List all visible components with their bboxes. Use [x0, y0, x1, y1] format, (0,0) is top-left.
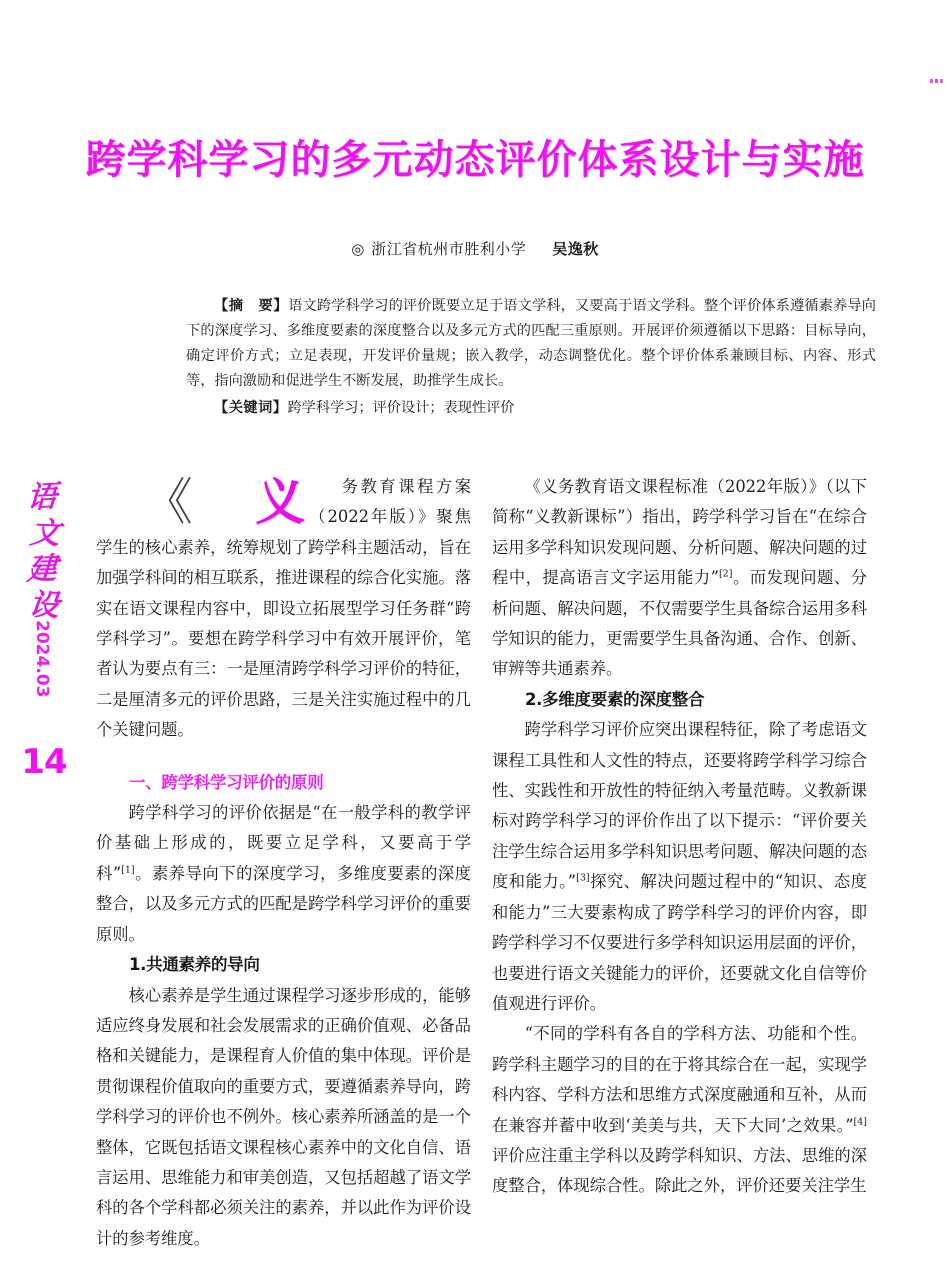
section-heading-principles: 一、跨学科学习评价的原则	[129, 772, 324, 792]
opening-paragraph	[96, 472, 471, 746]
reference-marker-1: [1]	[121, 864, 135, 876]
abstract-label: 【摘 要】	[214, 298, 289, 314]
brand-char-2: 文	[28, 515, 62, 552]
reference-marker-3: [3]	[576, 872, 590, 884]
reference-marker-2: [2]	[718, 568, 733, 580]
bullet-circle-icon: ◎	[351, 240, 365, 258]
subsection-heading-multidimensional: 2.多维度要素的深度整合	[525, 689, 705, 709]
brand-char-3: 建	[25, 551, 59, 588]
keywords-text: 跨学科学习；评价设计；表现性评价	[287, 400, 515, 416]
abstract-block	[186, 294, 876, 421]
page-number: 14	[21, 742, 67, 782]
body-column-left	[96, 472, 471, 1254]
subsection-heading-common-literacy: 1.共通素养的导向	[129, 955, 260, 975]
body-column-right	[492, 472, 867, 1202]
paragraph-principles	[96, 798, 471, 950]
paragraph-principles-head: 跨学科学习的评价依据是“在一般学科的教学评价基础上形成的，既要立足学科，又要高于学科”	[96, 803, 471, 883]
abstract-text: 语文跨学科学习的评价既要立足于语文学科，又要高于语文学科。整个评价体系遵循素养导向下的深度学习、多维度要素的深度整合以及多元方式的匹配三重原则。开展评价须遵循以下思路：目标导向，确定评价方式；立足表现，开发评价量规；嵌入教学，动态调整优化。整个评价体系兼顾目标、内容、形式等，指向激励和促进学生不断发展，助推学生成长。	[186, 298, 876, 389]
issue-date: 2024.03	[32, 620, 52, 698]
paragraph-standard-tail: 。而发现问题、分析问题、解决问题，不仅需要学生具备综合运用多科学知识的能力，更需要学生具备沟通、合作、创新、审辨等共通素养。	[492, 568, 867, 679]
journal-brand-vertical	[20, 480, 64, 624]
abstract-paragraph	[186, 294, 876, 394]
paragraph-integration	[492, 715, 867, 1019]
keywords-label: 【关键词】	[214, 400, 288, 416]
brand-char-1: 语	[26, 479, 58, 516]
paragraph-integration-head: 跨学科学习评价应突出课程特征，除了考虑语文课程工具性和人文性的特点，还要将跨学科学习综合性、实践性和开放性的特征纳入考量范畴。义教新课标对跨学科学习的评价作出了以下提示：“评价要关注学生综合运用多学科知识思考问题、解决问题的态度和能力。”	[492, 720, 867, 892]
keywords-paragraph	[186, 396, 876, 421]
paragraph-discipline-methods	[492, 1019, 867, 1201]
article-title: 跨学科学习的多元动态评价体系设计与实施	[85, 137, 865, 183]
journal-sidebar	[0, 470, 86, 830]
corner-color-mark	[930, 79, 944, 83]
paragraph-integration-tail: 探究、解决问题过程中的“知识、态度和能力”三大要素构成了跨学科学习的评价内容，即跨学科学习不仅要进行多学科知识运用层面的评价，也要进行语文关键能力的评价，还要就文化自信等价值观进行评价。	[492, 872, 868, 1013]
paragraph-standard-head: 《义务教育语文课程标准（2022年版）》（以下简称“义教新课标”）指出，跨学科学习旨在“在综合运用多学科知识发现问题、分析问题、解决问题的过程中，提高语言文字运用能力”	[492, 477, 867, 588]
byline	[0, 238, 950, 259]
paragraph-curriculum-standard	[492, 472, 867, 685]
paragraph-principles-tail: 。素养导向下的深度学习，多维度要素的深度整合，以及多元方式的匹配是跨学科学习评价的重要原则。	[96, 863, 471, 944]
opening-text: 务教育课程方案（2022年版）》聚焦学生的核心素养，统筹规划了跨学科主题活动，旨在加强学科间的相互联系，推进课程的综合化实施。落实在语文课程内容中，即设立拓展型学习任务群“跨学科学习”。要想在跨学科学习中有效开展评价，笔者认为要点有三：一是厘清跨学科学习评价的特征，二是厘清多元的评价思路，三是关注实施过程中的几个关键问题。	[96, 477, 471, 740]
opening-bracket: 《	[142, 473, 193, 531]
drop-cap: 义	[255, 472, 306, 531]
paragraph-core-literacy: 核心素养是学生通过课程学习逐步形成的，能够适应终身发展和社会发展需求的正确价值观、必备品格和关键能力，是课程育人价值的集中体现。评价是贯彻课程价值取向的重要方式，要遵循素养导向，跨学科学习的评价也不例外。核心素养所涵盖的是一个整体，它既包括语文课程核心素养中的文化自信、语言运用、思维能力和审美创造，又包括超越了语文学科的各个学科都必须关注的素养，并以此作为评价设计的参考维度。	[96, 985, 471, 1248]
reference-marker-4: [4]	[853, 1116, 867, 1128]
paragraph-discipline-tail: 评价应注重主学科以及跨学科知识、方法、思维的深度整合，体现综合性。除此之外，评价还要关注学生	[492, 1145, 867, 1196]
author-name: 吴逸秋	[552, 240, 599, 258]
author-affiliation: 浙江省杭州市胜利小学	[371, 240, 527, 258]
brand-char-4: 设	[27, 587, 61, 624]
paragraph-discipline-head: “不同的学科有各自的学科方法、功能和个性。跨学科主题学习的目的在于将其综合在一起，实现学科内容、学科方法和思维方式深度融通和互补，从而在兼容并蓄中收到‘美美与共，天下大同’之效果。”	[492, 1024, 867, 1135]
